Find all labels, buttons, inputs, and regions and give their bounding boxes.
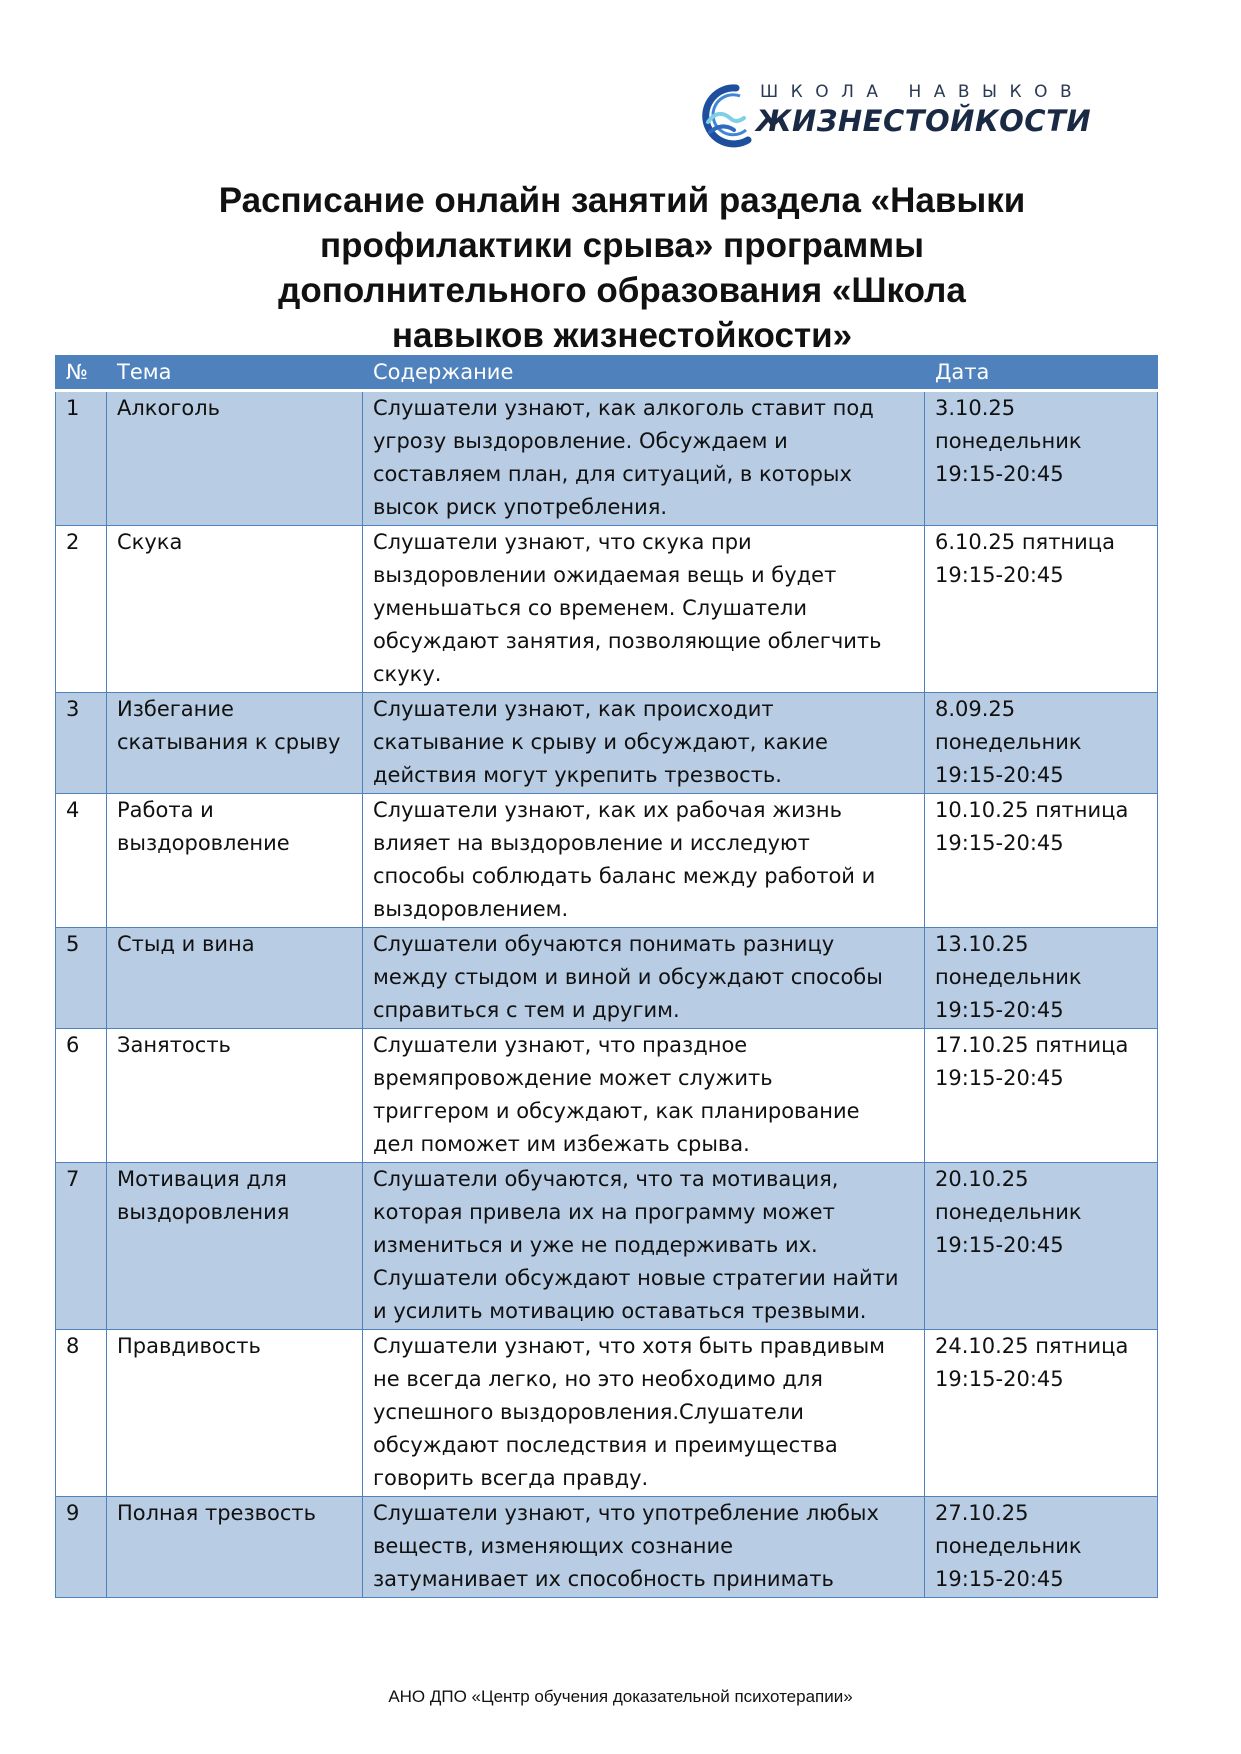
cell-content-line: не всегда легко, но это необходимо для [373,1367,823,1391]
cell-topic-line: Полная трезвость [117,1501,316,1525]
cell-content-line: скуку. [373,662,442,686]
cell-content [363,1163,925,1330]
cell-topic-line: Работа и [117,798,214,822]
cell-topic-line: Избегание [117,697,234,721]
cell-date-line: 19:15-20:45 [935,831,1064,855]
cell-topic [107,928,363,1029]
cell-content-line: дел поможет им избежать срыва. [373,1132,750,1156]
schedule-table [55,355,1158,1598]
table-row [56,1497,1158,1598]
cell-date [925,391,1158,526]
cell-topic-line: Стыд и вина [117,932,255,956]
header-number: № [56,356,107,391]
cell-number: 5 [56,928,107,1029]
cell-number: 9 [56,1497,107,1598]
cell-number: 4 [56,794,107,928]
cell-content-line: влияет на выздоровление и исследуют [373,831,810,855]
cell-content-line: выздоровлением. [373,897,569,921]
cell-content-line: веществ, изменяющих сознание [373,1534,734,1558]
cell-content-line: угрозу выздоровление. Обсуждаем и [373,429,788,453]
cell-date [925,693,1158,794]
table-row [56,391,1158,526]
cell-date [925,928,1158,1029]
cell-number: 2 [56,526,107,693]
title-line: навыков жизнестойкости» [391,316,853,355]
cell-topic-line: Скука [117,530,183,554]
cell-content [363,1330,925,1497]
cell-content-line: триггером и обсуждают, как планирование [373,1099,860,1123]
cell-number: 6 [56,1029,107,1163]
cell-topic [107,1029,363,1163]
cell-content-line: говорить всегда правду. [373,1466,649,1490]
cell-date-line: 10.10.25 пятница [935,798,1129,822]
title-line: дополнительного образования «Школа [278,271,966,310]
cell-number: 3 [56,693,107,794]
cell-content [363,928,925,1029]
cell-number: 7 [56,1163,107,1330]
table-row [56,928,1158,1029]
cell-content-line: успешного выздоровления.Слушатели [373,1400,804,1424]
school-logo [696,78,1092,154]
cell-date [925,794,1158,928]
cell-content-line: составляем план, для ситуаций, в которых [373,462,852,486]
cell-content-line: уменьшаться со временем. Слушатели [373,596,807,620]
logo-top-text: ШКОЛА НАВЫКОВ [760,82,1085,102]
cell-date-line: 19:15-20:45 [935,763,1064,787]
cell-content-line: Слушатели узнают, как происходит [373,697,774,721]
cell-date-line: понедельник [935,1200,1082,1224]
table-row [56,1029,1158,1163]
cell-topic-line: скатывания к срыву [117,730,341,754]
cell-date [925,1163,1158,1330]
cell-topic-line: Мотивация для [117,1167,287,1191]
cell-topic-line: выздоровления [117,1200,290,1224]
cell-content-line: высок риск употребления. [373,495,668,519]
cell-date-line: 27.10.25 [935,1501,1029,1525]
cell-date [925,1029,1158,1163]
cell-content-line: Слушатели обучаются понимать разницу [373,932,835,956]
logo-bottom-text: ЖИЗНЕСТОЙКОСТИ [756,104,1092,138]
cell-content-line: скатывание к срыву и обсуждают, какие [373,730,828,754]
cell-content-line: обсуждают последствия и преимущества [373,1433,838,1457]
cell-number: 1 [56,391,107,526]
table-row [56,693,1158,794]
cell-content-line: Слушатели узнают, что праздное [373,1033,748,1057]
cell-content-line: Слушатели узнают, что хотя быть правдивым [373,1334,886,1358]
cell-date-line: 19:15-20:45 [935,1567,1064,1591]
cell-date-line: 19:15-20:45 [935,1367,1064,1391]
cell-content-line: Слушатели узнают, что скука при [373,530,752,554]
cell-date-line: 19:15-20:45 [935,998,1064,1022]
cell-content [363,1497,925,1598]
cell-topic-line: выздоровление [117,831,290,855]
header-content: Содержание [363,356,925,391]
cell-topic [107,1330,363,1497]
cell-content-line: затуманивает их способность принимать [373,1567,834,1591]
cell-topic [107,1163,363,1330]
cell-date-line: понедельник [935,965,1082,989]
footer-organization: АНО ДПО «Центр обучения доказательной психотерапии» [388,1687,853,1706]
cell-date-line: 20.10.25 [935,1167,1029,1191]
cell-content-line: способы соблюдать баланс между работой и [373,864,876,888]
table-header-row [56,356,1158,391]
cell-date-line: 3.10.25 [935,396,1016,420]
header-date: Дата [925,356,1158,391]
cell-date-line: 19:15-20:45 [935,1066,1064,1090]
cell-date-line: понедельник [935,1534,1082,1558]
cell-number: 8 [56,1330,107,1497]
cell-date-line: 13.10.25 [935,932,1029,956]
cell-topic [107,1497,363,1598]
cell-content-line: Слушатели обсуждают новые стратегии найти [373,1266,899,1290]
cell-date-line: 17.10.25 пятница [935,1033,1129,1057]
cell-content-line: и усилить мотивацию оставаться трезвыми. [373,1299,867,1323]
cell-content-line: времяпровождение может служить [373,1066,773,1090]
cell-content-line: измениться и уже не поддерживать их. [373,1233,818,1257]
cell-content-line: Слушатели обучаются, что та мотивация, [373,1167,839,1191]
cell-date [925,526,1158,693]
cell-content-line: Слушатели узнают, как алкоголь ставит под [373,396,874,420]
cell-date-line: 8.09.25 [935,697,1016,721]
cell-date-line: 19:15-20:45 [935,1233,1064,1257]
cell-topic [107,794,363,928]
title-line: Расписание онлайн занятий раздела «Навыки [218,181,1026,220]
table-row [56,1330,1158,1497]
cell-date-line: 6.10.25 пятница [935,530,1115,554]
cell-content-line: которая привела их на программу может [373,1200,835,1224]
table-row [56,526,1158,693]
cell-date-line: понедельник [935,730,1082,754]
cell-content [363,526,925,693]
logo-emblem-icon [696,78,756,154]
header-topic: Тема [107,356,363,391]
cell-content [363,693,925,794]
cell-content-line: выздоровлении ожидаемая вещь и будет [373,563,837,587]
cell-date [925,1497,1158,1598]
cell-content-line: Слушатели узнают, что употребление любых [373,1501,879,1525]
title-line: профилактики срыва» программы [319,226,925,265]
cell-topic-line: Правдивость [117,1334,261,1358]
cell-content-line: Слушатели узнают, как их рабочая жизнь [373,798,843,822]
cell-content-line: между стыдом и виной и обсуждают способы [373,965,883,989]
cell-topic [107,693,363,794]
cell-topic-line: Алкоголь [117,396,221,420]
cell-topic-line: Занятость [117,1033,231,1057]
cell-date-line: понедельник [935,429,1082,453]
cell-date-line: 24.10.25 пятница [935,1334,1129,1358]
page-title [150,178,1094,358]
cell-date-line: 19:15-20:45 [935,563,1064,587]
cell-content [363,391,925,526]
cell-topic [107,391,363,526]
cell-topic [107,526,363,693]
cell-content-line: обсуждают занятия, позволяющие облегчить [373,629,882,653]
cell-content [363,1029,925,1163]
cell-content-line: справиться с тем и другим. [373,998,680,1022]
table-row [56,794,1158,928]
table-row [56,1163,1158,1330]
cell-date [925,1330,1158,1497]
cell-content [363,794,925,928]
cell-content-line: действия могут укрепить трезвость. [373,763,782,787]
cell-date-line: 19:15-20:45 [935,462,1064,486]
